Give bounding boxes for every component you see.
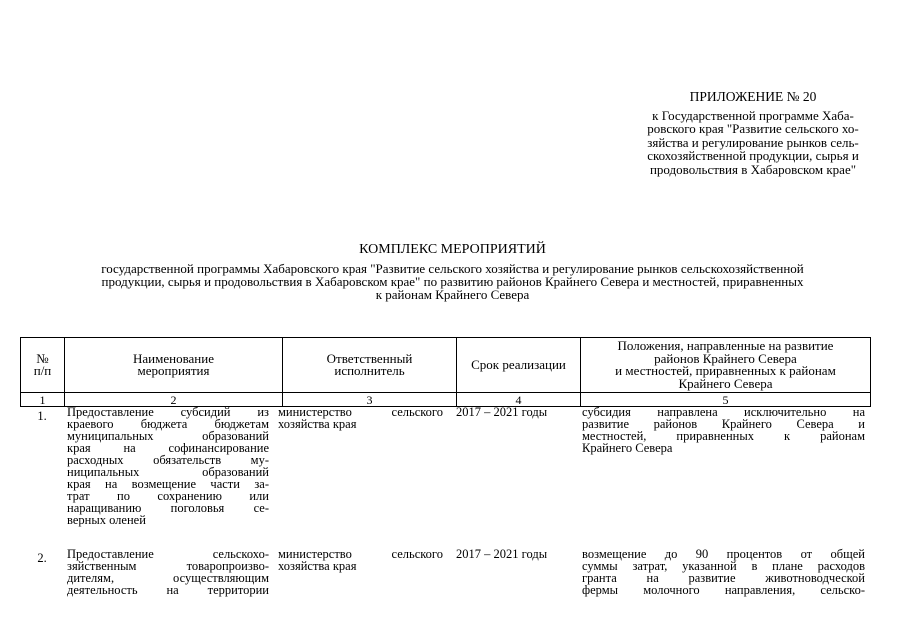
row-number: 1. xyxy=(37,409,47,423)
implementation-period: 2017 – 2021 годы xyxy=(456,547,548,561)
header-period-line: Срок реализации xyxy=(471,356,566,372)
text-line: хозяйства края xyxy=(278,559,357,573)
document-title: КОМПЛЕКС МЕРОПРИЯТИЙ xyxy=(359,242,546,257)
text-line: муниципальных образований xyxy=(67,429,269,443)
text-line: министерство сельского xyxy=(278,405,443,419)
header-no xyxy=(21,338,65,393)
text-line: суммы затрат, указанной в плане расходов xyxy=(582,559,865,573)
text-line: ниципальных образований xyxy=(67,465,269,479)
appendix-line: ровского края "Развитие сельского хо- xyxy=(647,121,859,136)
column-number: 5 xyxy=(581,393,871,407)
text-line: деятельность на территории xyxy=(67,583,269,597)
header-responsible-line: исполнитель xyxy=(334,363,405,378)
appendix-line: скохозяйственной продукции, сырья и xyxy=(647,148,859,163)
text-line: Предоставление субсидий из xyxy=(67,405,269,419)
measure-name xyxy=(67,406,269,526)
subtitle-line: продукции, сырья и продовольствия в Хабаровском крае" по развитию районов Крайнего Севера и местностей, приравненных xyxy=(101,274,804,289)
text-line: хозяйства края xyxy=(278,417,357,431)
appendix-title: ПРИЛОЖЕНИЕ № 20 xyxy=(689,89,817,104)
header-no-line: № xyxy=(36,350,49,366)
header-provisions-line: Крайнего Севера xyxy=(678,375,773,391)
text-line: субсидия направлена исключительно на xyxy=(582,405,865,419)
measure-name xyxy=(67,548,269,596)
subtitle-line: к районам Крайнего Севера xyxy=(375,287,530,302)
text-line: местностей, приравненных к районам xyxy=(582,429,865,443)
text-line: расходных обязательств му- xyxy=(67,453,269,467)
header-provisions xyxy=(581,338,871,393)
text-line: края на софинансирование xyxy=(67,441,269,455)
appendix-line: к Государственной программе Хаба- xyxy=(652,107,854,123)
text-line: фермы молочного направления, сельско- xyxy=(582,583,865,597)
column-number: 3 xyxy=(283,393,457,407)
text-line: Крайнего Севера xyxy=(582,441,673,455)
row-number: 2. xyxy=(37,551,47,565)
text-line: наращиванию поголовья се- xyxy=(67,501,269,515)
provisions-text xyxy=(582,548,865,596)
implementation-period: 2017 – 2021 годы xyxy=(456,405,548,419)
text-line: верных оленей xyxy=(67,513,146,527)
column-number: 4 xyxy=(457,393,581,407)
document-subtitle xyxy=(40,262,865,301)
text-line: края на возмещение части за- xyxy=(67,477,269,491)
text-line: развитие районов Крайнего Севера и xyxy=(582,417,865,431)
provisions-text xyxy=(582,406,865,454)
text-line: краевого бюджета бюджетам xyxy=(67,417,269,431)
text-line: Предоставление сельскохо- xyxy=(67,547,269,561)
column-number: 1 xyxy=(21,393,65,407)
responsible-executor xyxy=(278,406,443,430)
responsible-executor xyxy=(278,548,443,572)
header-name xyxy=(65,338,283,393)
text-line: министерство сельского xyxy=(278,547,443,561)
header-responsible-line: Ответственный xyxy=(326,350,413,366)
header-no-line: п/п xyxy=(33,363,52,378)
measures-table-header xyxy=(20,337,871,407)
subtitle-line: государственной программы Хабаровского края "Развитие сельского хозяйства и регулирование рынков сельскохозяйственной xyxy=(101,261,804,276)
text-line: возмещение до 90 процентов от общей xyxy=(582,547,865,561)
header-name-line: Наименование xyxy=(133,350,214,366)
header-responsible xyxy=(283,338,457,393)
text-line: гранта на развитие животноводческой xyxy=(582,571,865,585)
text-line: дителям, осуществляющим xyxy=(67,571,269,585)
appendix-block xyxy=(628,90,878,176)
header-name-line: мероприятия xyxy=(137,363,210,378)
header-row xyxy=(21,338,871,393)
header-period xyxy=(457,338,581,393)
header-provisions-line: и местностей, приравненных к районам xyxy=(615,363,836,378)
header-provisions-line: районов Крайнего Севера xyxy=(654,350,797,366)
header-provisions-line: Положения, направленные на развитие xyxy=(617,338,834,353)
appendix-line: зяйства и регулирование рынков сель- xyxy=(647,134,859,150)
text-line: трат по сохранению или xyxy=(67,489,269,503)
appendix-line: продовольствия в Хабаровском крае" xyxy=(649,161,857,177)
column-number: 2 xyxy=(65,393,283,407)
text-line: зяйственным товаропроизво- xyxy=(67,559,269,573)
